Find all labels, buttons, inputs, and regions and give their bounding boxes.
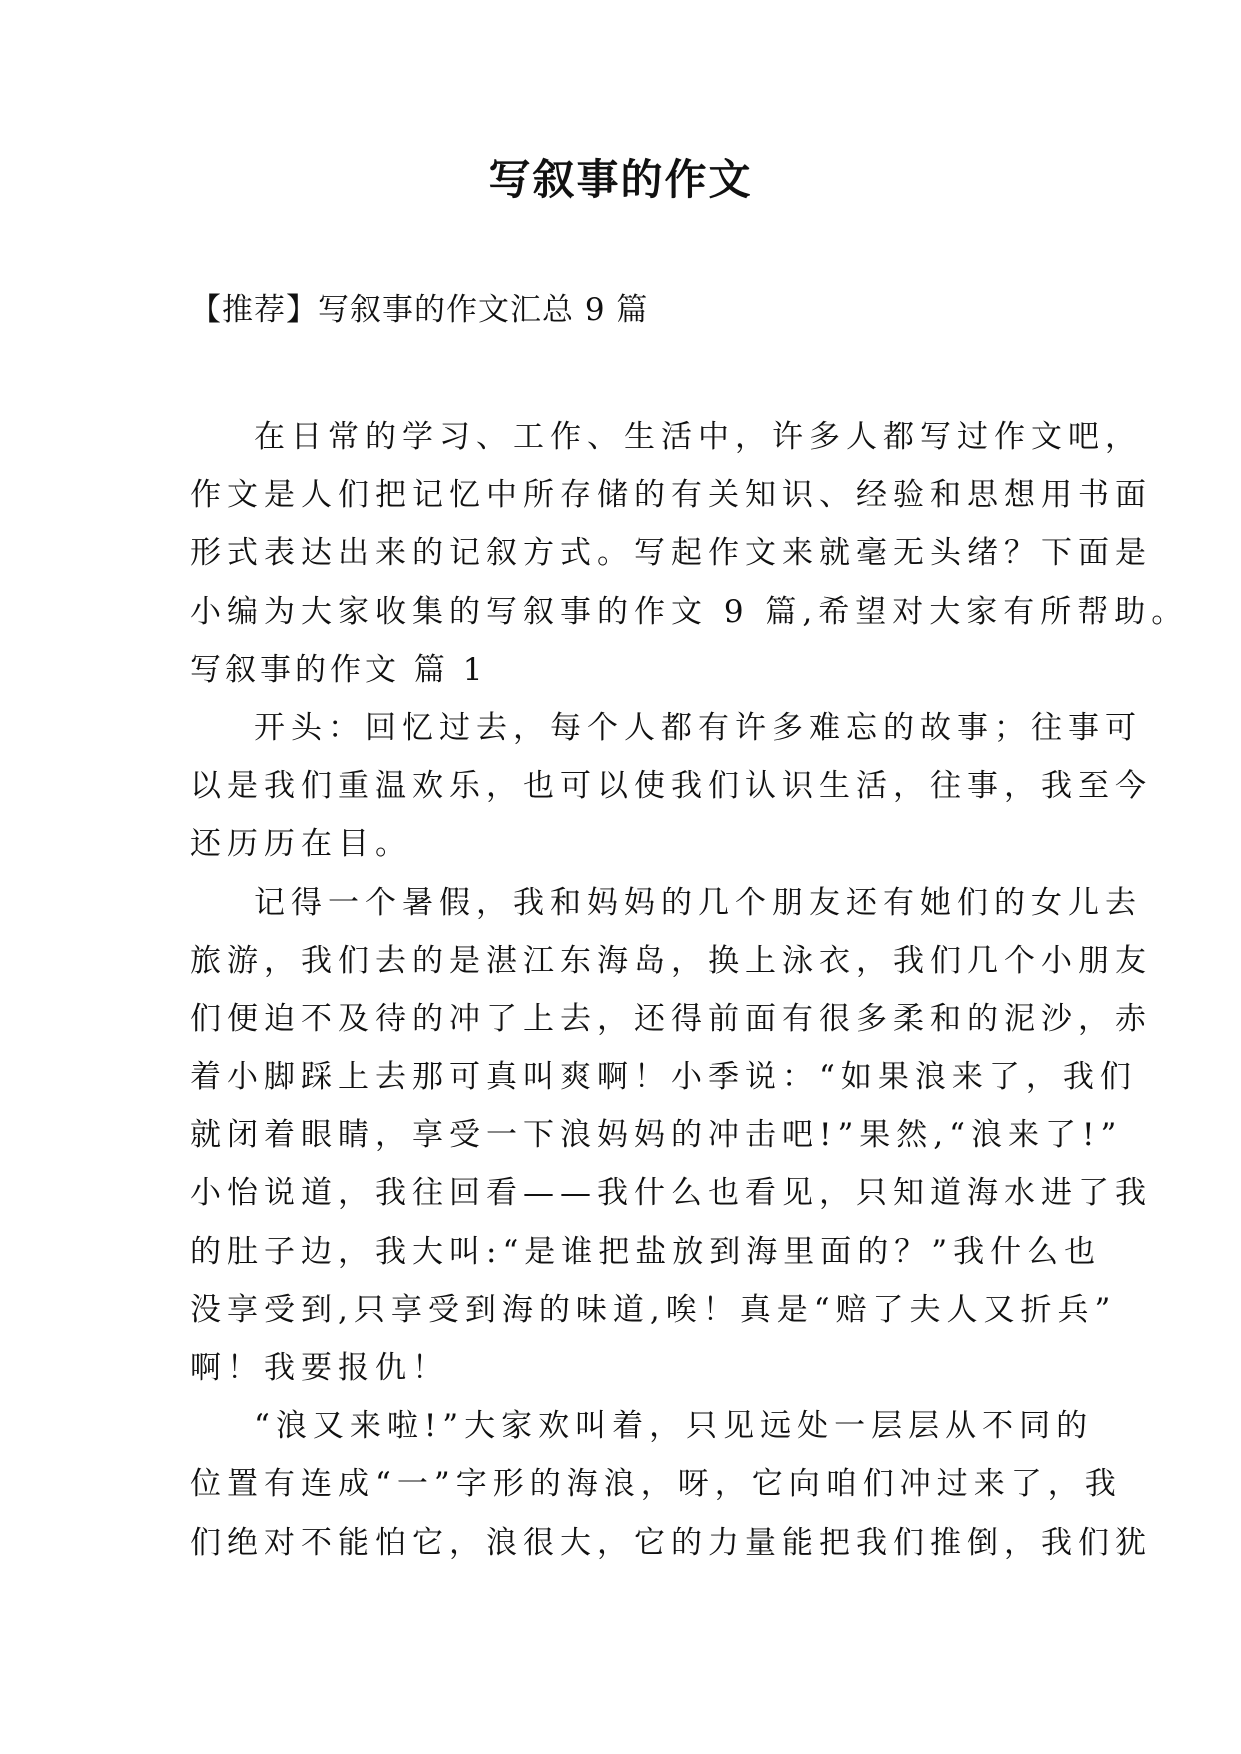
document-body bbox=[190, 408, 1189, 1572]
paragraph-line: 旅游，我们去的是湛江东海岛，换上泳衣，我们几个小朋友 bbox=[190, 942, 1152, 979]
paragraph-line: 的肚子边，我大叫:“是谁把盐放到海里面的？”我什么也 bbox=[190, 1233, 1102, 1270]
paragraph-line: 啊！我要报仇！ bbox=[190, 1350, 449, 1386]
paragraph-line: 位置有连成“一”字形的海浪，呀，它向咱们冲过来了，我 bbox=[190, 1466, 1122, 1503]
paragraph-line: 就闭着眼睛，享受一下浪妈妈的冲击吧!”果然,“浪来了!” bbox=[190, 1117, 1123, 1154]
paragraph-line: 形式表达出来的记叙方式。写起作文来就毫无头绪？下面是 bbox=[190, 535, 1152, 572]
paragraph-line: 们绝对不能怕它，浪很大，它的力量能把我们推倒，我们犹 bbox=[190, 1524, 1152, 1561]
paragraph-line: 在日常的学习、工作、生活中，许多人都写过作文吧， bbox=[254, 419, 1142, 455]
paragraph-line: 以是我们重温欢乐，也可以使我们认识生活，往事，我至今 bbox=[190, 768, 1152, 805]
paragraph-line: 小怡说道，我往回看——我什么也看见，只知道海水进了我 bbox=[190, 1175, 1152, 1212]
section-heading: 写叙事的作文 篇 1 bbox=[190, 651, 487, 688]
paragraph-line: 记得一个暑假，我和妈妈的几个朋友还有她们的女儿去 bbox=[254, 884, 1142, 921]
paragraph-line: 着小脚踩上去那可真叫爽啊！小季说：“如果浪来了，我们 bbox=[190, 1059, 1137, 1096]
document-title: 写叙事的作文 bbox=[488, 155, 753, 204]
paragraph-line: “浪又来啦!”大家欢叫着，只见远处一层层从不同的 bbox=[254, 1408, 1094, 1445]
paragraph-line: 还历历在目。 bbox=[190, 826, 412, 863]
paragraph-line: 作文是人们把记忆中所存储的有关知识、经验和思想用书面 bbox=[190, 477, 1152, 514]
paragraph-line: 开头：回忆过去，每个人都有许多难忘的故事；往事可 bbox=[254, 709, 1142, 746]
paragraph-line: 没享受到,只享受到海的味道,唉！真是“赔了夫人又折兵” bbox=[190, 1291, 1117, 1328]
document-subtitle: 【推荐】写叙事的作文汇总 9 篇 bbox=[190, 292, 649, 328]
paragraph-line: 们便迫不及待的冲了上去，还得前面有很多柔和的泥沙，赤 bbox=[190, 1000, 1152, 1037]
paragraph-line: 小编为大家收集的写叙事的作文 9 篇,希望对大家有所帮助。 bbox=[190, 593, 1189, 630]
